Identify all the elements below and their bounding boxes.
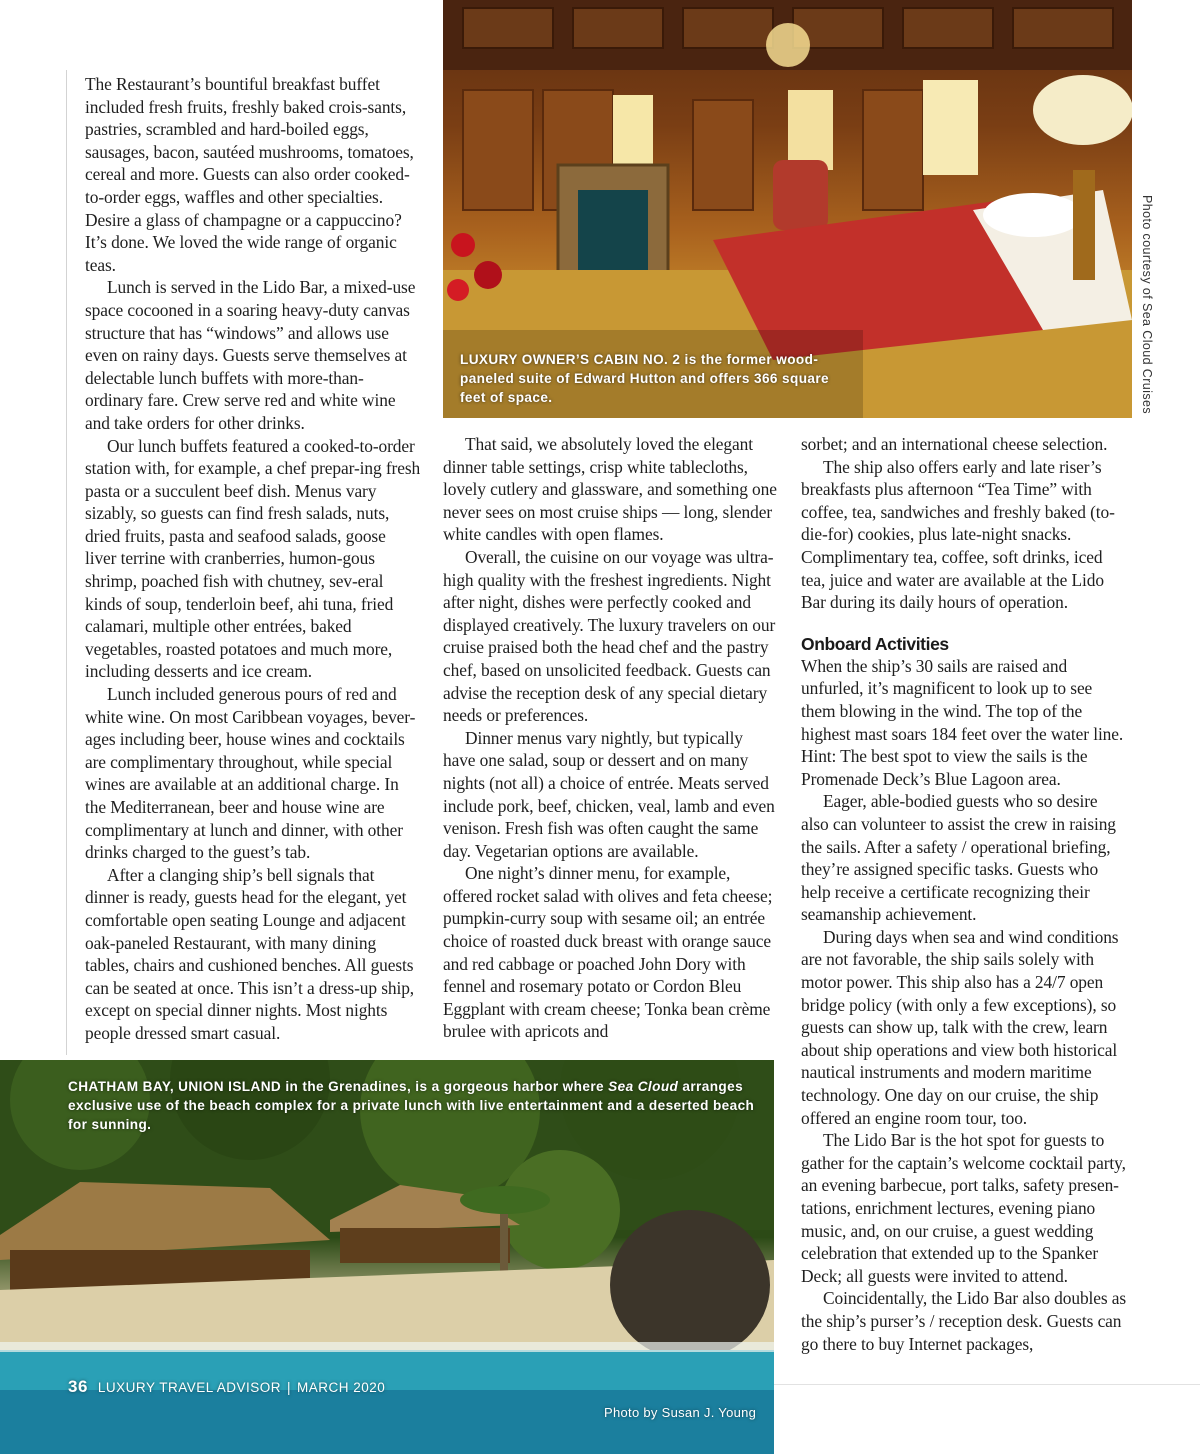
column-rule bbox=[66, 70, 67, 1055]
paragraph: Lunch included generous pours of red and white wine. On most Caribbean voyages, bever-ages including beer, house wines and cocktails are complimentary throughout, while special wines are available at an additional charge. In the Mediterranean, beer and house wine are complimentary at lunch and dinner, with other drinks charged to the guest’s tab. bbox=[85, 684, 416, 863]
page-number: 36 bbox=[68, 1377, 88, 1396]
paragraph: Dinner menus vary nightly, but typically have one salad, soup or dessert and on many nights (not all) a choice of entrée. Meats served include pork, beef, chicken, veal, lamb and even venison. Fresh fish was often caught the same day. Vegetarian options are available. bbox=[443, 727, 775, 861]
paragraph: Overall, the cuisine on our voyage was ultra-high quality with the freshest ingredients. Night after night, dishes were perfectly cooked and displayed creatively. The luxury travelers on our cruise praised both the head chef and the pastry chef, based on unsolicited feedback. Guests can advise the reception desk of any special dietary needs or preferences. bbox=[443, 546, 776, 726]
beach-photo-credit: Photo by Susan J. Young bbox=[604, 1405, 757, 1420]
section-subhead: Onboard Activities bbox=[801, 633, 949, 654]
paragraph: During days when sea and wind conditions are not favorable, the ship sails solely with motor power. This ship also has a 24/7 open bridge policy (with only a few exceptions), so guests can show up, talk with the crew, learn about ship operations and view both historical nautical instruments and modern maritime technology. One day on our cruise, the ship offered an engine room tour, too. bbox=[801, 926, 1119, 1128]
footer-separator: | bbox=[287, 1380, 292, 1395]
article-column-2 bbox=[443, 433, 777, 1043]
paragraph: One night’s dinner menu, for example, offered rocket salad with olives and feta cheese; pumpkin-curry soup with sesame oil; an entrée choice of roasted duck breast with orange sauce and red cabbage or poached John Dory with fennel and rosemary potato or Cordon Bleu Eggplant with cream cheese; Tonka bean crème brulee with apricots and bbox=[443, 863, 773, 1042]
paragraph: Lunch is served in the Lido Bar, a mixed-use space cocooned in a soaring heavy-duty canvas structure that has “windows” and allows use even on rainy days. Guests serve themselves at delectable lunch buffets with more-than-ordinary fare. Crew serve red and white wine and take orders for other drinks. bbox=[85, 277, 416, 433]
cabin-photo-credit: Photo courtesy of Sea Cloud Cruises bbox=[1140, 195, 1154, 414]
issue-date: MARCH 2020 bbox=[297, 1380, 386, 1395]
caption-text: arranges exclusive use of the beach complex for a private lunch with live entertainment and a deserted beach for sunning. bbox=[68, 1079, 755, 1132]
article-column-3 bbox=[801, 433, 1129, 1355]
paragraph: That said, we absolutely loved the elegant dinner table settings, crisp white tablecloths, lovely cutlery and glassware, and something one never sees on most cruise ships — long, slender white candles with open flames. bbox=[443, 434, 777, 545]
publication-name: LUXURY TRAVEL ADVISOR bbox=[97, 1380, 281, 1395]
ship-name: Sea Cloud bbox=[608, 1079, 679, 1094]
paragraph: Eager, able-bodied guests who so desire also can volunteer to assist the crew in raising the sails. After a safety / operational briefing, they’re assigned specific tasks. Guests who help receive a certificate recognizing their seamanship achievement. bbox=[801, 791, 1116, 925]
paragraph: When the ship’s 30 sails are raised and unfurled, it’s magnificent to look up to see them blowing in the wind. The top of the highest mast soars 184 feet over the water line. Hint: The best spot to view the sails is the Promenade Deck’s Blue Lagoon area. bbox=[801, 655, 1124, 789]
cabin-photo-caption: LUXURY OWNER’S CABIN NO. 2 is the former wood-paneled suite of Edward Hutton and offers 366 square feet of space. bbox=[460, 352, 830, 405]
paragraph: The Lido Bar is the hot spot for guests to gather for the captain’s welcome cocktail party, an evening barbecue, port talks, safety presen-tations, enrichment lectures, evening piano music, and, on our cruise, a guest wedding celebration that extended up to the Spanker Deck; all guests were invited to attend. bbox=[801, 1130, 1126, 1286]
page-footer bbox=[68, 1377, 385, 1397]
paragraph: The ship also offers early and late riser’s breakfasts plus afternoon “Tea Time” with coffee, tea, sandwiches and freshly baked (to-die-for) cookies, plus late-night snacks. Complimentary tea, coffee, soft drinks, iced tea, juice and water are available at the Lido Bar during its daily hours of operation. bbox=[801, 456, 1115, 613]
paragraph: After a clanging ship’s bell signals that dinner is ready, guests head for the elegant, yet comfortable open seating Lounge and adjacent oak-paneled Restaurant, with many dining tables, chairs and cushioned benches. All guests can be seated at once. This isn’t a dress-up ship, except on special dinner nights. Most nights people dressed smart casual. bbox=[85, 864, 415, 1043]
caption-text: CHATHAM BAY, UNION ISLAND in the Grenadines, is a gorgeous harbor where bbox=[68, 1079, 609, 1094]
paragraph: The Restaurant’s bountiful breakfast buffet included fresh fruits, freshly baked crois-sants, pastries, scrambled and hard-boiled eggs, sausages, bacon, sautéed mushrooms, tomatoes, cereal and more. Guests can also order cooked-to-order eggs, waffles and other specialties. Desire a glass of champagne or a cappuccino? It’s done. We loved the wide range of organic teas. bbox=[85, 74, 414, 275]
paragraph: Our lunch buffets featured a cooked-to-order station with, for example, a chef prepar-ing fresh pasta or a succulent beef dish. Menus vary sizably, so guests can find fresh salads, nuts, dried fruits, pasta and seafood salads, goose liver terrine with cranberries, humon-gous shrimp, poached fish with chutney, sev-eral kinds of soup, tenderloin beef, ahi tuna, fried calamari, multiple other entrées, baked vegetables, roasted potatoes and much more, including desserts and ice cream. bbox=[85, 435, 421, 682]
article-column-1 bbox=[85, 73, 421, 1045]
beach-photo-caption bbox=[68, 1077, 768, 1134]
bottom-rule bbox=[774, 1384, 1200, 1385]
paragraph: sorbet; and an international cheese selection. bbox=[801, 434, 1108, 454]
paragraph: Coincidentally, the Lido Bar also doubles as the ship’s purser’s / reception desk. Guests can go there to buy Internet packages, bbox=[801, 1288, 1127, 1354]
